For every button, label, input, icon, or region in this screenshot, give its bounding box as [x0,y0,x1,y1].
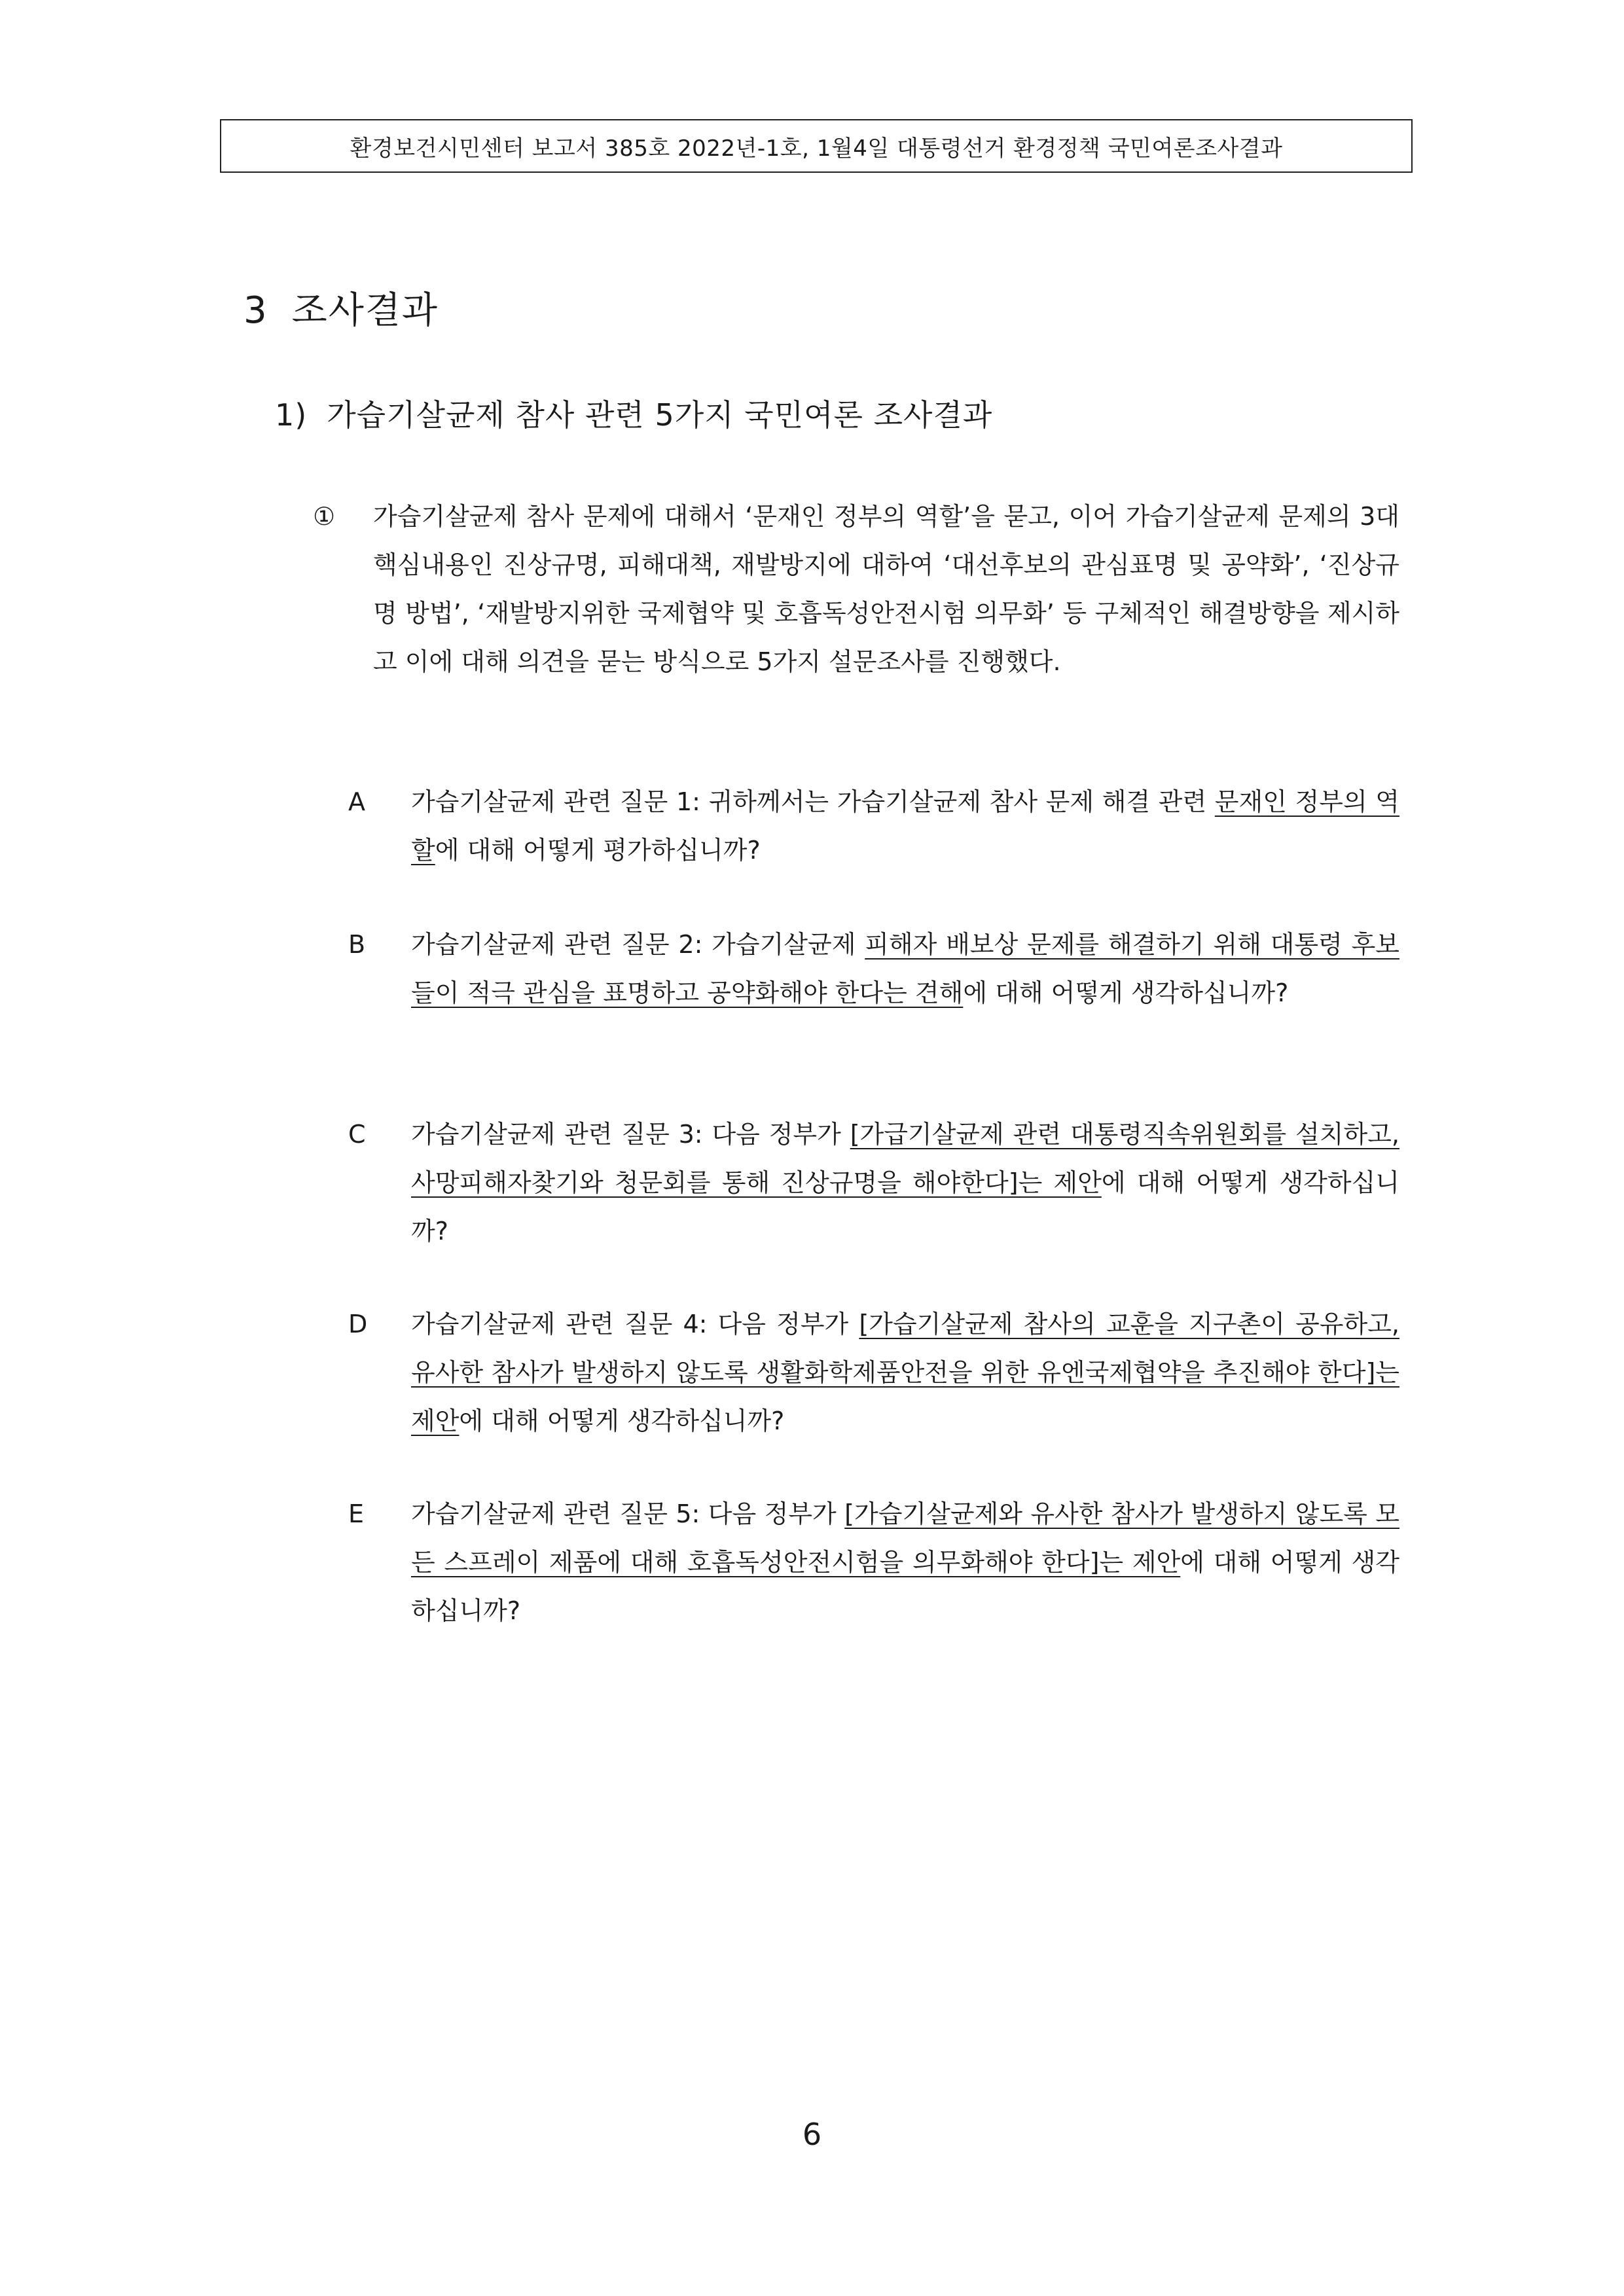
subsection-heading [275,391,992,435]
question-underlined-text: 피해자 배보상 문제를 해결하기 위해 대통령 후보들이 적극 관심을 표명하고 공약화해야 한다는 견해 [411,930,1399,1007]
question-underlined-text: [가습기살균제 참사의 교훈을 지구촌이 공유하고, 유사한 참사가 발생하지 않도록 생활화학제품안전을 위한 유엔국제협약을 추진해야 한다]는 제안 [411,1310,1400,1435]
section-title: 조사결과 [291,289,439,332]
question-text: 가습기살균제 관련 질문 2: 가습기살균제 [411,930,865,959]
question-text: 가습기살균제 관련 질문 3: 다음 정부가 [411,1120,850,1149]
page-number: 6 [802,2117,822,2152]
question-letter: C [348,1120,366,1149]
question-body [411,1110,1399,1255]
subsection-title: 가습기살균제 참사 관련 5가지 국민여론 조사결과 [327,397,993,433]
question-b [348,920,1399,1017]
question-text: 가습기살균제 관련 질문 1: 귀하께서는 가습기살균제 참사 문제 해결 관련 [411,787,1215,816]
question-a [348,778,1399,874]
question-underlined-text: [가급기살균제 관련 대통령직속위원회를 설치하고, 사망피해자찾기와 청문회를 통해 진상규명을 해야한다]는 제안 [411,1120,1400,1197]
question-body [411,1300,1399,1445]
question-body [411,1490,1399,1635]
question-body [411,778,1399,874]
question-text: 가습기살균제 관련 질문 5: 다음 정부가 [411,1499,845,1528]
question-underlined-text: 문재인 정부의 역할 [411,787,1399,865]
question-e [348,1490,1399,1635]
intro-paragraph [313,492,1399,686]
section-heading [244,281,439,334]
question-tail: 에 대해 어떻게 평가하십니까? [435,836,761,865]
question-tail: 에 대해 어떻게 생각하십니까? [459,1407,785,1435]
question-c [348,1110,1399,1255]
report-header-text: 환경보건시민센터 보고서 385호 2022년-1호, 1월4일 대통령선거 환경정책 국민여론조사결과 [350,135,1283,162]
question-underlined-text: [가습기살균제와 유사한 참사가 발생하지 않도록 모든 스프레이 제품에 대해 호흡독성안전시험을 의무화해야 한다]는 제안 [411,1499,1400,1577]
question-tail: 에 대해 어떻게 생각하십니까? [963,978,1289,1007]
question-letter: D [348,1310,368,1338]
intro-marker: ① [313,502,336,531]
question-letter: E [348,1499,365,1528]
intro-text: 가습기살균제 참사 문제에 대해서 ‘문재인 정부의 역할’을 묻고, 이어 가습기살균제 문제의 3대 핵심내용인 진상규명, 피해대책, 재발방지에 대하여 ‘대선후보의 관심표명 및 공약화’, ‘진상규명 방법’, ‘재발방지위한 국제협약 및 호흡독성안전시험 의무화’ 등 구체적인 해결방향을 제시하고 이에 대해 의견을 묻는 방식으로 5가지 설문조사를 진행했다. [373,502,1399,676]
question-d [348,1300,1399,1445]
question-text: 가습기살균제 관련 질문 4: 다음 정부가 [411,1310,859,1338]
question-body [411,920,1399,1017]
question-tail: 에 대해 어떻게 생각하십니까? [411,1548,1399,1625]
subsection-number: 1) [275,397,308,433]
report-header [220,119,1413,173]
section-number: 3 [244,289,268,332]
question-tail: 에 대해 어떻게 생각하십니까? [411,1168,1399,1246]
question-letter: A [348,787,365,816]
question-letter: B [348,930,366,959]
